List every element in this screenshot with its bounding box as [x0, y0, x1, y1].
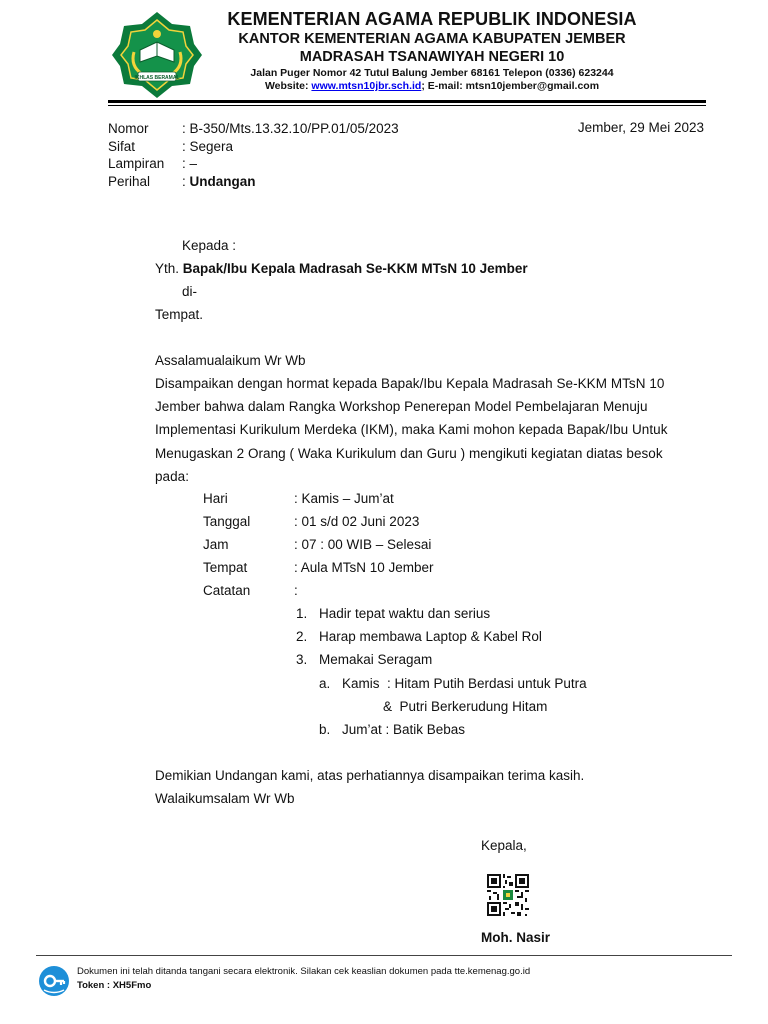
office-name: KANTOR KEMENTERIAN AGAMA KABUPATEN JEMBER [238, 31, 626, 47]
meta-value-perihal: : Undangan [182, 173, 256, 189]
signatory-name: Moh. Nasir [481, 930, 551, 945]
kemenag-emblem-icon [112, 10, 202, 100]
signatory-title: Kepala, [481, 838, 527, 853]
meta-label-nomor: Nomor [108, 121, 149, 136]
detail-label-jam: Jam [203, 537, 229, 552]
meta-value-nomor: : B-350/Mts.13.32.10/PP.01/05/2023 [182, 121, 399, 136]
e-signature-notice: Dokumen ini telah ditanda tangani secara elektronik. Silakan cek keaslian dokumen pada tte.kemenag.go.id [77, 966, 531, 977]
paragraph-line: Menugaskan 2 Orang ( Waka Kurikulum dan Guru ) mengikuti kegiatan diatas besok [155, 445, 663, 461]
qr-code-icon [487, 874, 529, 916]
ministry-name: KEMENTERIAN AGAMA REPUBLIK INDONESIA [227, 9, 637, 29]
detail-label-tanggal: Tanggal [203, 514, 251, 529]
school-name: MADRASAH TSANAWIYAH NEGERI 10 [299, 49, 565, 65]
meta-value-lampiran: : – [182, 156, 198, 171]
note-number: 3. [296, 652, 308, 667]
note-number: 2. [296, 629, 308, 644]
note-text: Memakai Seragam [319, 652, 433, 667]
sub-item-text: Kamis : Hitam Putih Berdasi untuk Putra [342, 676, 587, 691]
paragraph-line: Disampaikan dengan hormat kepada Bapak/Ibu Kepala Madrasah Se-KKM MTsN 10 [155, 376, 665, 391]
kepada-label: Kepada : [182, 238, 237, 253]
closing-sentence: Demikian Undangan kami, atas perhatiannya disampaikan terima kasih. [155, 768, 585, 783]
paragraph-line: pada: [155, 468, 190, 484]
greeting: Assalamualaikum Wr Wb [155, 353, 306, 368]
body-paragraph [155, 372, 715, 488]
sub-item-letter: a. [319, 676, 331, 691]
contact-line: Website: www.mtsn10jbr.sch.id; E-mail: mtsn10jember@gmail.com [264, 80, 600, 92]
website-link[interactable]: www.mtsn10jbr.sch.id [311, 80, 422, 92]
letterhead [200, 8, 664, 93]
logo-motto: IKHLAS BERAMAL [134, 75, 180, 81]
meta-label-sifat: Sifat [108, 138, 136, 154]
detail-value-jam: : 07 : 00 WIB – Selesai [294, 537, 432, 552]
meta-label-perihal: Perihal [108, 173, 151, 189]
recipient-line: Yth. Bapak/Ibu Kepala Madrasah Se-KKM MTsN 10 Jember [155, 261, 528, 276]
school-address: Jalan Puger Nomor 42 Tutul Balung Jember 68161 Telepon (0336) 623244 [250, 67, 614, 79]
detail-value-catatan: : [294, 583, 298, 598]
di-label: di- [182, 284, 198, 299]
detail-value-hari: : Kamis – Jum’at [294, 491, 394, 506]
sub-item-continuation: & Putri Berkerudung Hitam [383, 699, 548, 714]
letterhead-thin-rule [108, 105, 706, 106]
recipient-name: Bapak/Ibu Kepala Madrasah Se-KKM MTsN 10 Jember [182, 261, 528, 276]
meta-value-sifat: : Segera [182, 138, 234, 154]
footer-text [77, 965, 530, 993]
note-text: Harap membawa Laptop & Kabel Rol [319, 629, 542, 644]
note-number: 1. [296, 606, 308, 621]
sub-item-text: Jum’at : Batik Bebas [342, 722, 466, 737]
note-text: Hadir tepat waktu dan serius [319, 606, 491, 621]
detail-label-catatan: Catatan [203, 583, 251, 598]
tempat-label: Tempat. [155, 307, 204, 322]
closing-salam: Walaikumsalam Wr Wb [155, 791, 295, 806]
footer-rule [36, 955, 732, 956]
paragraph-line: Implementasi Kurikulum Merdeka (IKM), maka Kami mohon kepada Bapak/Ibu Untuk [155, 422, 668, 438]
verification-token: Token : XH5Fmo [77, 980, 152, 991]
detail-label-hari: Hari [203, 491, 228, 506]
detail-value-tempat: : Aula MTsN 10 Jember [294, 560, 434, 575]
bsre-logo-icon [38, 965, 70, 997]
letter-date: Jember, 29 Mei 2023 [577, 120, 704, 135]
detail-label-tempat: Tempat [203, 560, 248, 575]
sub-item-letter: b. [319, 722, 331, 737]
paragraph-line: Jember bahwa dalam Rangka Workshop Penerepan Model Pembelajaran Menuju [155, 399, 648, 415]
detail-value-tanggal: : 01 s/d 02 Juni 2023 [294, 514, 420, 529]
letterhead-thick-rule [108, 100, 706, 103]
meta-label-lampiran: Lampiran [108, 156, 165, 171]
